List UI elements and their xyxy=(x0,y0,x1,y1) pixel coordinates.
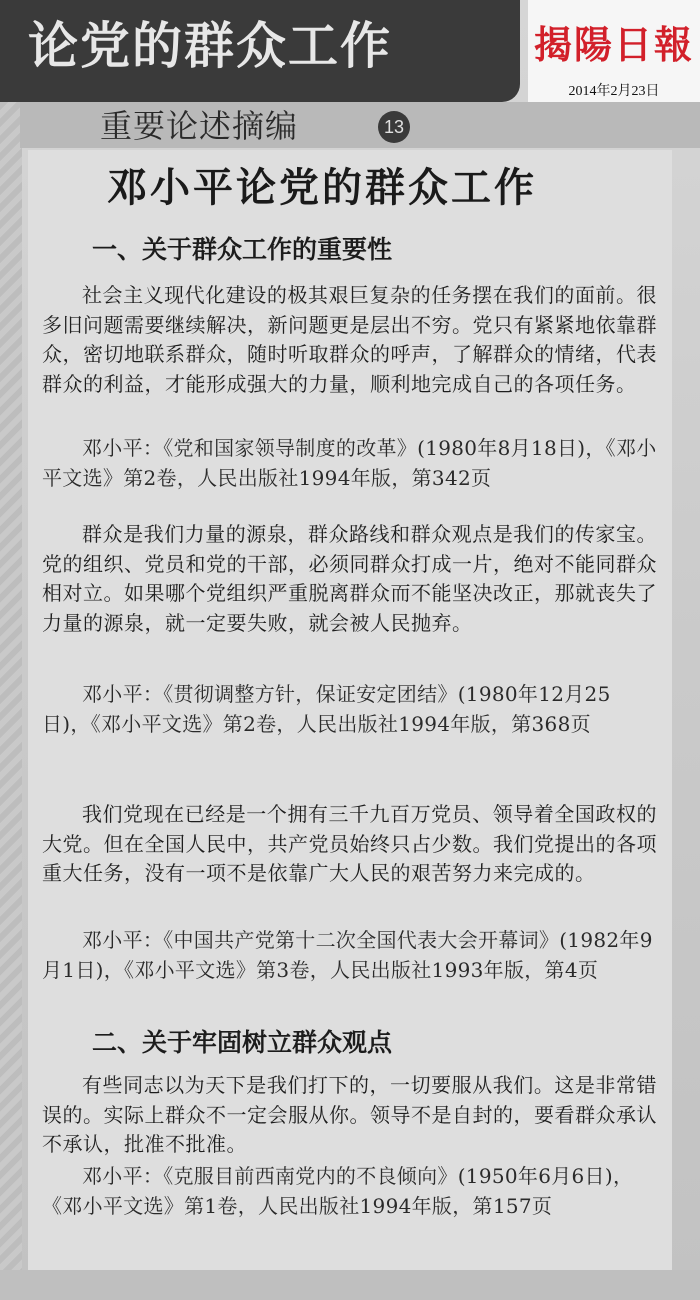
quote-paragraph: 社会主义现代化建设的极其艰巨复杂的任务摆在我们的面前。很多旧问题需要继续解决，新问题更是层出不穷。党只有紧紧地依靠群众，密切地联系群众，随时听取群众的呼声，了解群众的情绪，代表群众的利益，才能形成强大的力量，顺利地完成自己的各项任务。 xyxy=(42,283,657,396)
quote-paragraph: 群众是我们力量的源泉，群众路线和群众观点是我们的传家宝。党的组织、党员和党的干部，必须同群众打成一片，绝对不能同群众相对立。如果哪个党组织严重脱离群众而不能坚决改正，那就丧失了力量的源泉，就一定要失败，就会被人民抛弃。 xyxy=(42,522,657,635)
bottom-band xyxy=(0,1270,700,1300)
banner-title: 论党的群众工作 xyxy=(28,17,392,75)
article-headline: 邓小平论党的群众工作 xyxy=(107,165,537,211)
decorative-stripe xyxy=(0,102,22,1300)
quote-citation: 邓小平：《中国共产党第十二次全国代表大会开幕词》(1982年9月1日)，《邓小平文选》第3卷，人民出版社1993年版，第4页 xyxy=(42,928,653,982)
column-number-badge: 13 xyxy=(378,111,410,143)
quote-citation: 邓小平：《克服目前西南党内的不良倾向》(1950年6月6日)，《邓小平文选》第1卷，人民出版社1994年版，第157页 xyxy=(42,1164,634,1218)
quote-paragraph: 有些同志以为天下是我们打下的，一切要服从我们。这是非常错误的。实际上群众不一定会服从你。领导不是自封的，要看群众承认不承认，批准不批准。 xyxy=(42,1073,657,1156)
newspaper-name: 揭陽日報 xyxy=(533,22,694,67)
column-label: 重要论述摘编 xyxy=(100,107,299,145)
quote-citation: 邓小平：《贯彻调整方针，保证安定团结》(1980年12月25日)，《邓小平文选》第2卷，人民出版社1994年版，第368页 xyxy=(42,682,611,736)
quote-paragraph: 我们党现在已经是一个拥有三千九百万党员、领导着全国政权的大党。但在全国人民中，共产党员始终只占少数。我们党提出的各项重大任务，没有一项不是依靠广大人民的艰苦努力来完成的。 xyxy=(42,802,657,885)
newspaper-masthead xyxy=(528,0,700,104)
publication-date: 2014年2月23日 xyxy=(568,84,660,99)
section-heading: 二、关于牢固树立群众观点 xyxy=(92,1028,393,1057)
section-heading: 一、关于群众工作的重要性 xyxy=(92,235,393,264)
quote-citation: 邓小平：《党和国家领导制度的改革》(1980年8月18日)，《邓小平文选》第2卷，人民出版社1994年版，第342页 xyxy=(42,436,657,490)
